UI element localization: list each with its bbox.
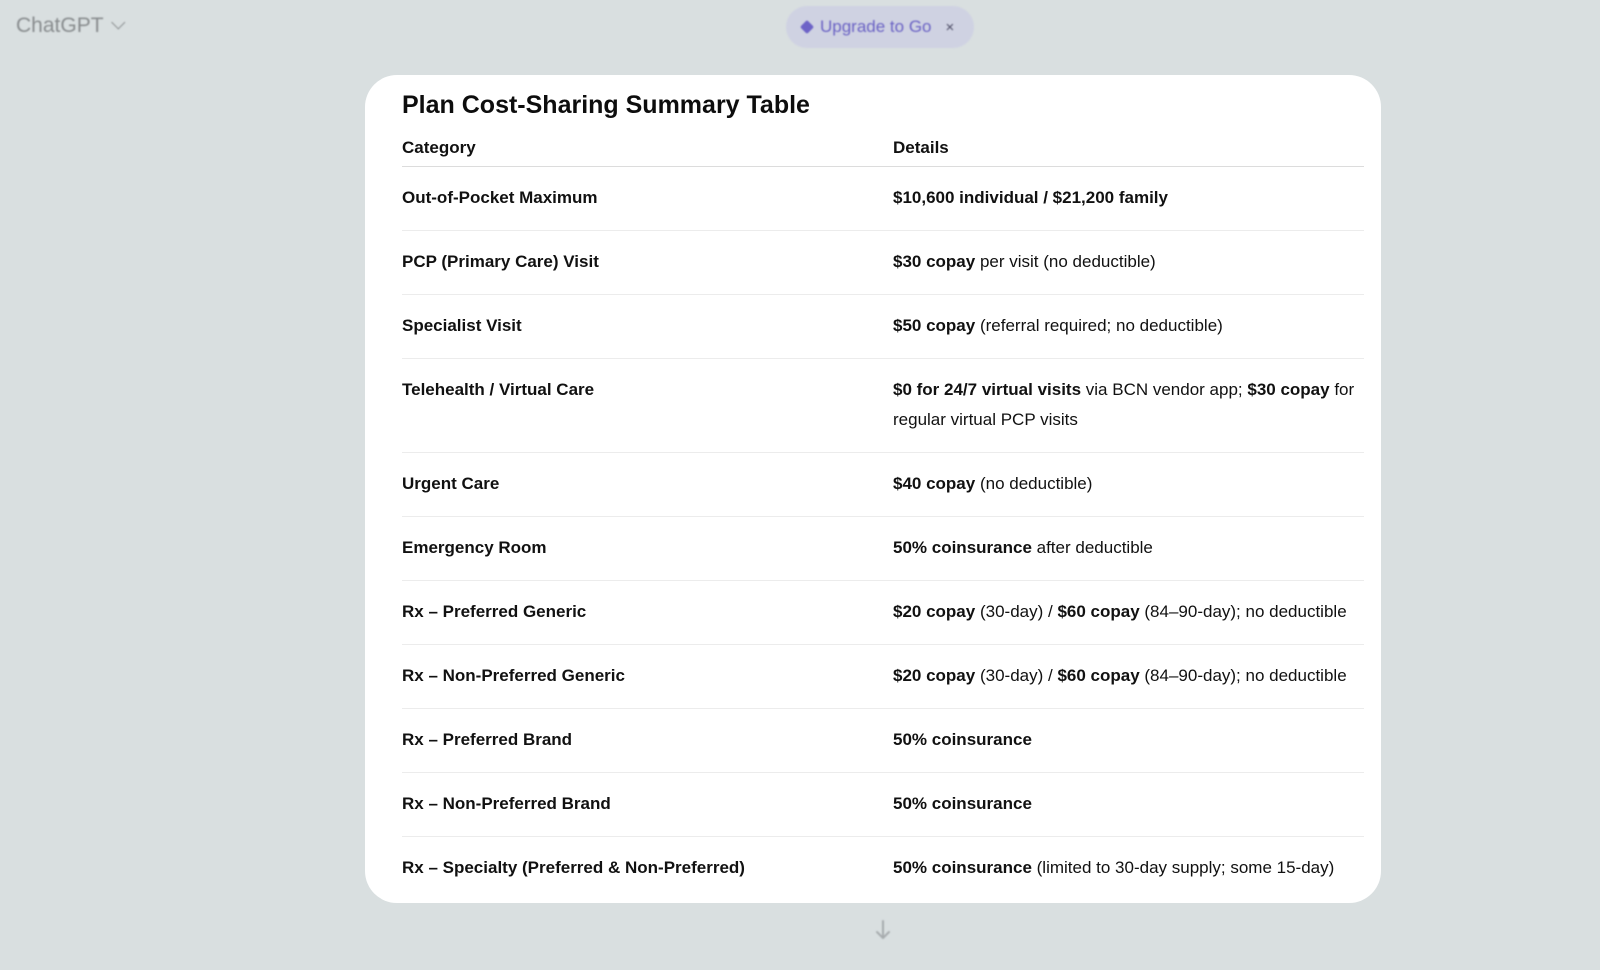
close-icon[interactable]: × — [945, 18, 955, 36]
details-cell — [893, 581, 1364, 645]
details-emphasis: 50% coinsurance — [893, 730, 1032, 749]
cost-sharing-table — [402, 134, 1364, 900]
details-cell — [893, 645, 1364, 709]
table-row — [402, 167, 1364, 231]
details-text: for regular virtual PCP visits — [893, 380, 1355, 429]
column-header-category: Category — [402, 134, 893, 167]
category-cell: Rx – Non-Preferred Generic — [402, 645, 893, 709]
details-text: (limited to 30-day supply; some 15-day) — [1031, 858, 1335, 877]
details-text: (84–90-day); no deductible — [1139, 666, 1347, 685]
details-emphasis: 50% coinsurance — [893, 858, 1032, 877]
table-row — [402, 295, 1364, 359]
chevron-down-icon — [111, 15, 125, 29]
details-cell — [893, 837, 1364, 901]
category-cell: PCP (Primary Care) Visit — [402, 231, 893, 295]
details-cell — [893, 167, 1364, 231]
details-cell — [893, 453, 1364, 517]
details-emphasis: 50% coinsurance — [893, 538, 1032, 557]
table-row — [402, 645, 1364, 709]
category-cell: Out-of-Pocket Maximum — [402, 167, 893, 231]
details-emphasis: $40 copay — [893, 474, 976, 493]
category-cell: Rx – Preferred Brand — [402, 709, 893, 773]
details-cell — [893, 773, 1364, 837]
details-emphasis: $30 copay — [893, 252, 976, 271]
details-text: via BCN vendor app; — [1081, 380, 1248, 399]
upgrade-label: Upgrade to Go — [820, 17, 932, 36]
details-text: (no deductible) — [975, 474, 1093, 493]
app-title: ChatGPT — [16, 14, 104, 37]
details-emphasis: $30 copay — [1247, 380, 1330, 399]
details-text: (referral required; no deductible) — [975, 316, 1223, 335]
details-emphasis: $60 copay — [1057, 666, 1140, 685]
category-cell: Rx – Non-Preferred Brand — [402, 773, 893, 837]
details-text: per visit (no deductible) — [975, 252, 1156, 271]
table-body — [402, 167, 1364, 901]
table-row — [402, 231, 1364, 295]
category-cell: Urgent Care — [402, 453, 893, 517]
details-cell — [893, 517, 1364, 581]
cost-sharing-card — [365, 75, 1381, 903]
table-row — [402, 709, 1364, 773]
arrow-down-icon[interactable] — [873, 918, 893, 942]
details-cell — [893, 709, 1364, 773]
column-header-details: Details — [893, 134, 1364, 167]
model-selector[interactable] — [16, 14, 124, 38]
details-text: (84–90-day); no deductible — [1139, 602, 1347, 621]
card-title: Plan Cost-Sharing Summary Table — [402, 91, 810, 119]
category-cell: Rx – Specialty (Preferred & Non-Preferred) — [402, 858, 745, 877]
category-cell: Rx – Preferred Generic — [402, 581, 893, 645]
details-emphasis: $20 copay — [893, 666, 976, 685]
details-cell — [893, 231, 1364, 295]
diamond-icon — [800, 20, 814, 34]
table-header-row — [402, 134, 1364, 167]
upgrade-banner[interactable] — [786, 6, 974, 48]
details-cell — [893, 295, 1364, 359]
details-cell — [893, 359, 1364, 453]
table-row — [402, 837, 1364, 901]
details-text: after deductible — [1031, 538, 1153, 557]
details-text: (30-day) / — [975, 666, 1058, 685]
details-emphasis: $0 for 24/7 virtual visits — [893, 380, 1082, 399]
details-emphasis: $50 copay — [893, 316, 976, 335]
details-emphasis: 50% coinsurance — [893, 794, 1032, 813]
details-emphasis: $60 copay — [1057, 602, 1140, 621]
details-emphasis: $20 copay — [893, 602, 976, 621]
table-row — [402, 453, 1364, 517]
details-text: (30-day) / — [975, 602, 1058, 621]
table-row — [402, 359, 1364, 453]
category-cell: Telehealth / Virtual Care — [402, 359, 893, 453]
table-row — [402, 773, 1364, 837]
table-row — [402, 517, 1364, 581]
category-cell: Specialist Visit — [402, 295, 893, 359]
category-cell: Emergency Room — [402, 517, 893, 581]
table-row — [402, 581, 1364, 645]
details-emphasis: $10,600 individual / $21,200 family — [893, 188, 1168, 207]
